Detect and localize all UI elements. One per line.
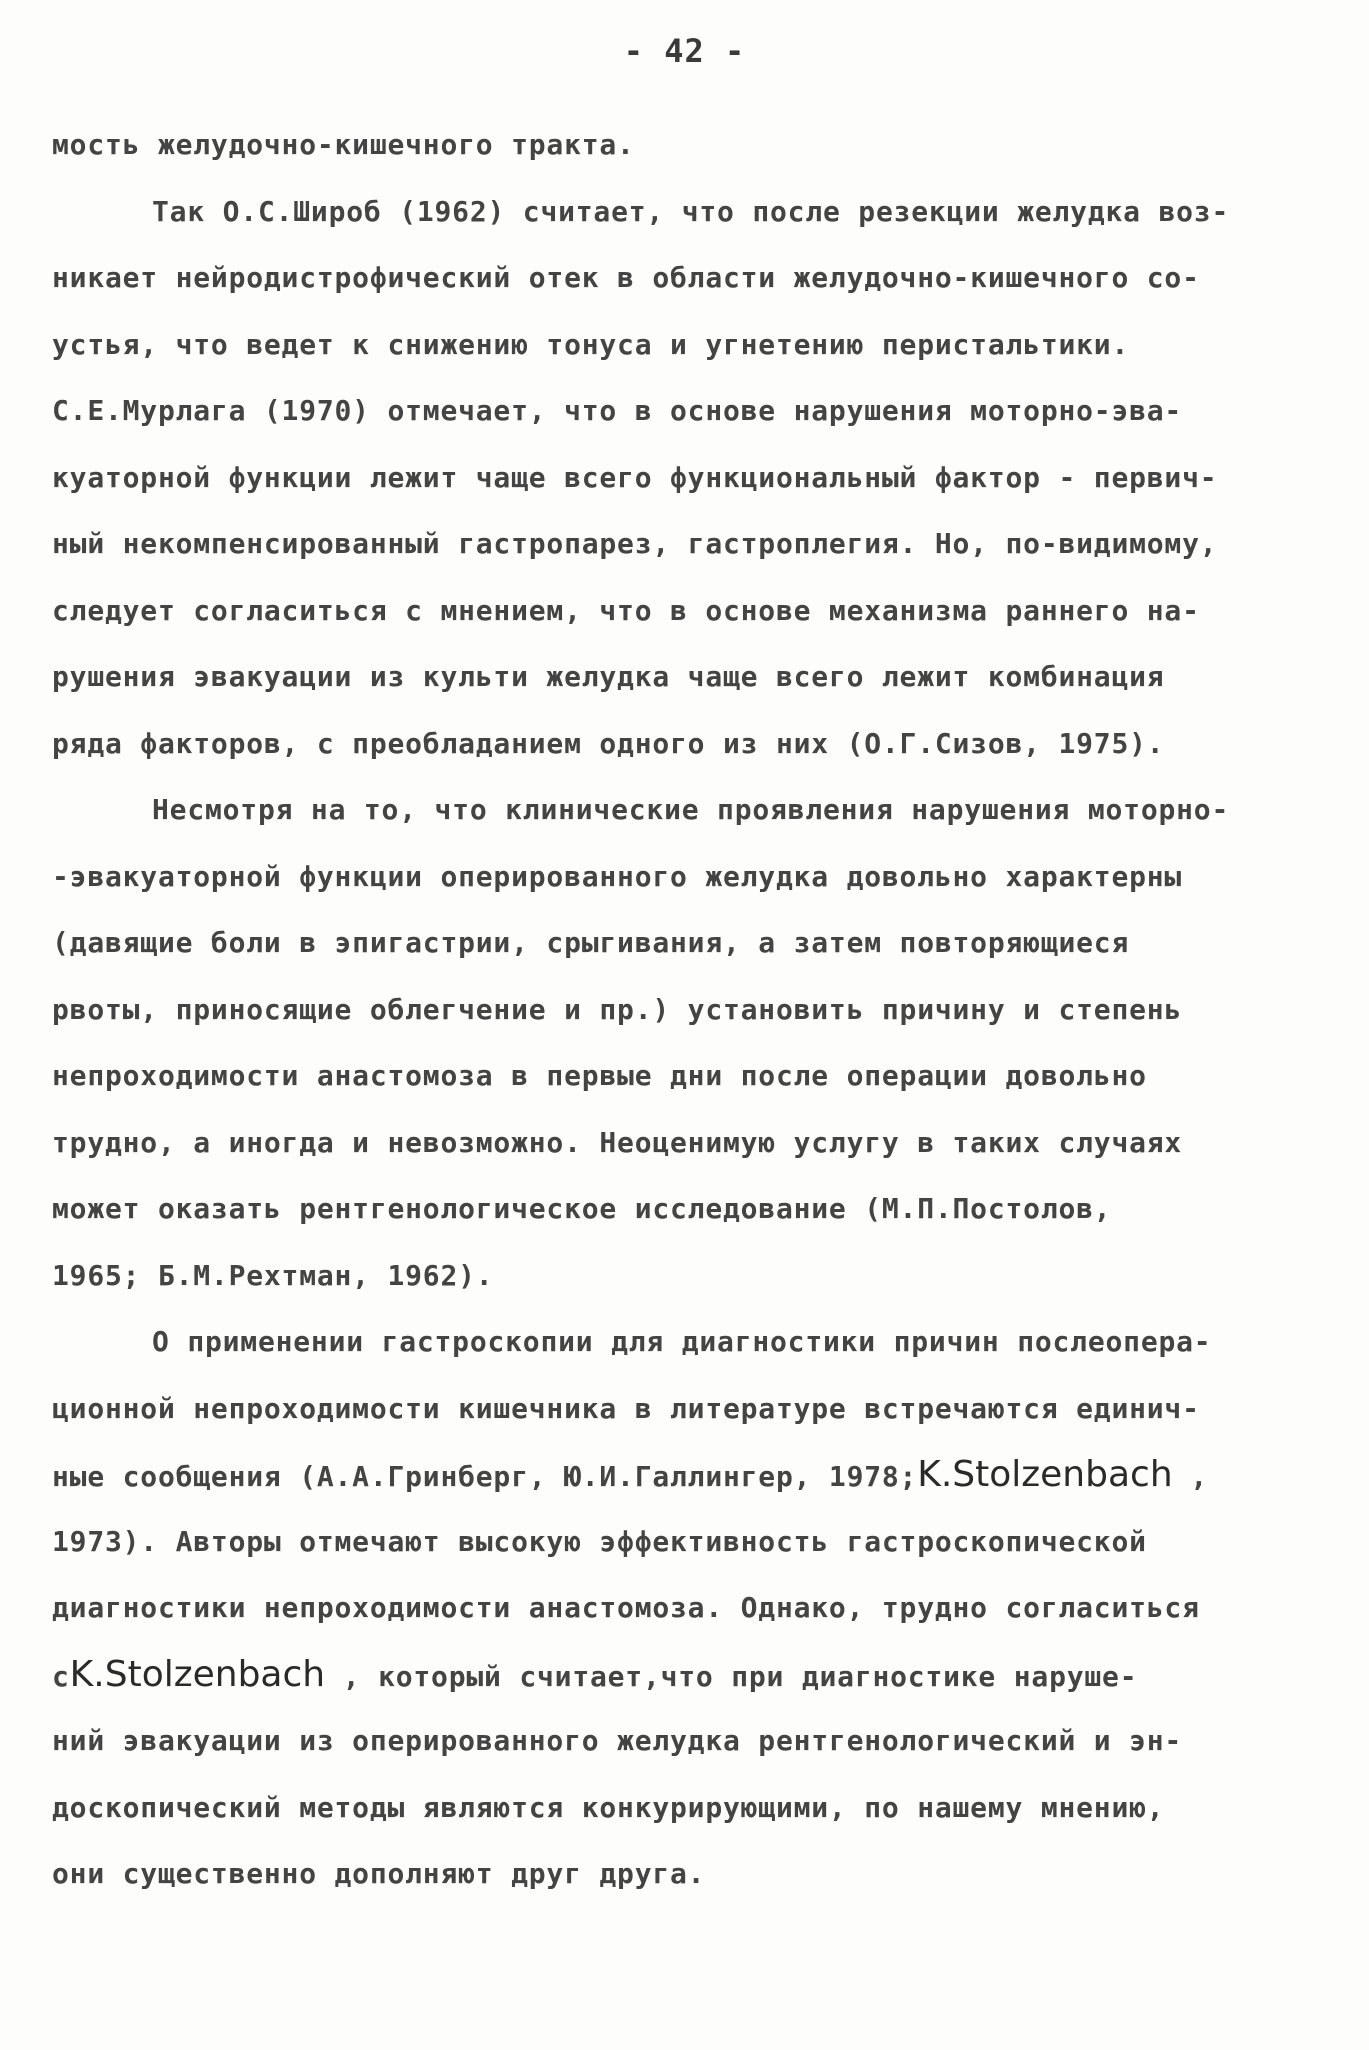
text-line [52,578,1312,645]
text-line-content: рвоты, приносящие облегчение и пр.) установить причину и степень [52,992,1183,1026]
text-line-content: ные сообщения (А.А.Гринберг, Ю.И.Галлингер, 1978; [52,1460,918,1493]
text-line [52,644,1312,711]
body-text [52,112,1312,1908]
text-line [52,844,1312,911]
text-line [52,1841,1312,1908]
text-line-content: куаторной функции лежит чаще всего функциональный фактор - первич- [52,460,1218,494]
text-line-content: непроходимости анастомоза в первые дни после операции довольно [52,1059,1147,1092]
text-line [52,179,1312,246]
text-line-tail: , [1172,1460,1208,1493]
text-line [52,910,1312,977]
text-line-content: С.Е.Мурлага (1970) отмечает, что в основе нарушения моторно-эва- [52,394,1183,427]
text-line-content: ряда факторов, с преобладанием одного из них (О.Г.Сизов, 1975). [52,726,1165,760]
text-line [52,245,1312,312]
text-line-content: О применении гастроскопии для диагностики причин послеопера- [152,1325,1212,1358]
text-line-content: -эвакуаторной функции оперированного желудка довольно характерны [52,859,1183,893]
text-line [52,1243,1312,1310]
text-line [52,378,1312,445]
text-line-content: рушения эвакуации из культи желудка чаще всего лежит комбинация [52,660,1165,693]
text-line-content: ционной непроходимости кишечника в литературе встречаются единич- [52,1391,1200,1425]
text-line-content: ний эвакуации из оперированного желудка рентгенологический и эн- [52,1724,1183,1757]
text-line [52,1376,1312,1443]
text-line-content: Несмотря на то, что клинические проявления нарушения моторно- [152,793,1230,826]
text-line [52,711,1312,778]
text-line [52,445,1312,512]
text-line-content: 1965; Б.М.Рехтман, 1962). [52,1258,494,1292]
text-line-content: они существенно дополняют друг друга. [52,1857,706,1890]
text-line [52,312,1312,379]
text-line-content: никает нейродистрофический отек в области желудочно-кишечного со- [52,261,1200,294]
handwritten-author-name: K.Stolzenbach [917,1454,1173,1495]
text-line-tail: , который считает,что при диагностике наруше- [325,1659,1138,1693]
text-line [52,1110,1312,1177]
text-line [52,1708,1312,1775]
text-line-content: с [52,1659,70,1693]
text-line [52,1642,1312,1709]
text-line [52,1176,1312,1243]
text-line [52,1575,1312,1642]
text-line [52,1309,1312,1376]
text-line-content: (давящие боли в эпигастрии, срыгивания, а затем повторяющиеся [52,926,1130,959]
text-line-content: 1973). Авторы отмечают высокую эффективность гастроскопической [52,1524,1147,1558]
text-line-content: следует согласиться с мнением, что в основе механизма раннего на- [52,593,1200,627]
text-line [52,112,1312,179]
text-line [52,1509,1312,1576]
text-line-content: ный некомпенсированный гастропарез, гастроплегия. Но, по-видимому, [52,527,1218,560]
page-number: - 42 - [623,32,746,70]
text-line [52,1775,1312,1842]
text-line-content: диагностики непроходимости анастомоза. Однако, трудно согласиться [52,1591,1200,1624]
text-line-content: может оказать рентгенологическое исследование (М.П.Постолов, [52,1192,1112,1225]
text-line-content: доскопический методы являются конкурирующими, по нашему мнению, [52,1790,1165,1824]
text-line-content: трудно, а иногда и невозможно. Неоценимую услугу в таких случаях [52,1125,1183,1159]
text-line-content: мость желудочно-кишечного тракта. [52,128,635,161]
handwritten-author-name: K.Stolzenbach [69,1653,326,1695]
text-line-content: Так О.С.Широб (1962) считает, что после резекции желудка воз- [152,194,1230,228]
text-line [52,1043,1312,1110]
text-line [52,511,1312,578]
text-line [52,1442,1312,1509]
text-line [52,977,1312,1044]
text-line-content: устья, что ведет к снижению тонуса и угнетению перистальтики. [52,327,1130,361]
text-line [52,777,1312,844]
